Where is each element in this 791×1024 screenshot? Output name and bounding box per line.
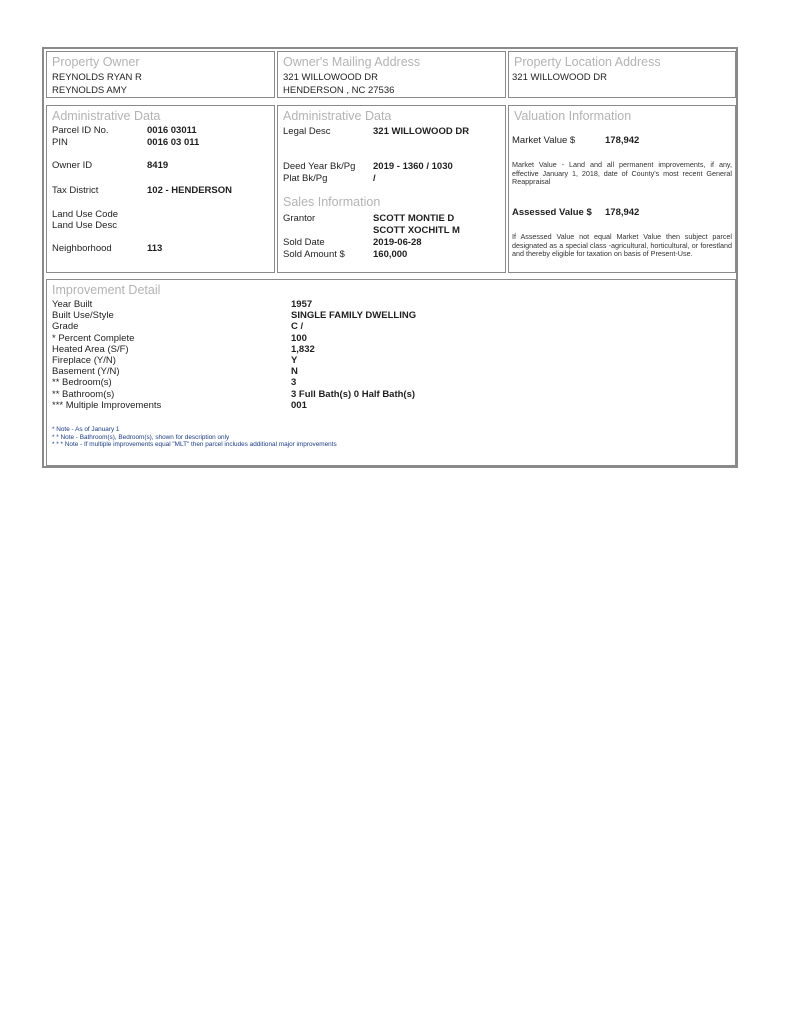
market-value-note: Market Value - Land and all permanent improvements, if any, effective January 1, 2018, date of County's most recent General Reappraisal [512,160,732,187]
administrative-data-section-2 [277,105,506,273]
valuation-information-section [508,105,736,273]
improvement-detail-section [46,279,736,466]
grantor-2: SCOTT XOCHITL M [373,225,460,236]
improvement-label: *** Multiple Improvements [52,399,162,411]
improvement-label: Heated Area (S/F) [52,343,129,355]
section-header: Valuation Information [514,109,632,123]
improvement-note: * Note - As of January 1 [52,426,120,433]
owner-name-2: REYNOLDS AMY [52,85,127,96]
tax-district-value: 102 - HENDERSON [147,185,232,196]
improvement-label: ** Bathroom(s) [52,388,115,400]
market-value: 178,942 [605,135,640,146]
land-use-code-label: Land Use Code [52,209,119,220]
assessed-value-label: Assessed Value $ [512,207,592,218]
section-header: Administrative Data [283,109,392,123]
improvement-value: C / [291,321,304,333]
improvement-label: Grade [52,321,79,333]
sold-date-value: 2019-06-28 [373,237,422,248]
deed-label: Deed Year Bk/Pg [283,161,356,172]
improvement-value: 100 [291,332,307,344]
improvement-value: 001 [291,399,307,411]
improvement-value: 3 Full Bath(s) 0 Half Bath(s) [291,388,416,400]
property-owner-section [46,51,275,98]
legal-desc-value: 321 WILLOWOOD DR [373,126,470,137]
market-value-label: Market Value $ [512,135,576,146]
grantor-1: SCOTT MONTIE D [373,213,455,224]
sold-amount-value: 160,000 [373,249,408,260]
sales-information-header: Sales Information [283,195,381,209]
neighborhood-label: Neighborhood [52,243,112,254]
improvement-value: 3 [291,377,297,389]
location-address-section [508,51,736,98]
section-header: Administrative Data [52,109,161,123]
improvement-label: Built Use/Style [52,310,114,322]
improvement-value: Y [291,355,298,366]
owner-id-value: 8419 [147,160,169,171]
property-record-card [42,47,738,468]
deed-value: 2019 - 1360 / 1030 [373,161,453,172]
improvement-label: Fireplace (Y/N) [52,355,116,366]
administrative-data-section [46,105,275,273]
improvement-label: Basement (Y/N) [52,366,120,378]
location-line-1: 321 WILLOWOOD DR [512,72,608,83]
improvement-value: 1,832 [291,343,315,355]
mailing-line-1: 321 WILLOWOOD DR [283,72,379,83]
improvement-value: N [291,366,298,378]
improvement-value: SINGLE FAMILY DWELLING [291,310,417,322]
parcel-id-label: Parcel ID No. [52,125,109,136]
mailing-address-section [277,51,506,98]
pin-label: PIN [52,137,68,148]
improvement-value: 1957 [291,299,313,310]
mailing-line-2: HENDERSON , NC 27536 [283,85,395,96]
improvement-label: * Percent Complete [52,332,135,344]
sold-amount-label: Sold Amount $ [283,249,345,260]
section-header: Improvement Detail [52,283,161,297]
section-header: Property Owner [52,55,140,69]
legal-desc-label: Legal Desc [283,126,331,137]
assessed-value: 178,942 [605,207,640,218]
improvement-label: Year Built [52,299,93,310]
land-use-desc-label: Land Use Desc [52,220,117,231]
section-header: Property Location Address [514,55,661,69]
section-header: Owner's Mailing Address [283,55,421,69]
sold-date-label: Sold Date [283,237,325,248]
plat-value: / [373,173,376,184]
pin-value: 0016 03 011 [147,137,200,148]
parcel-id-value: 0016 03011 [147,125,197,136]
improvement-label: ** Bedroom(s) [52,377,112,389]
tax-district-label: Tax District [52,185,99,196]
owner-name-1: REYNOLDS RYAN R [52,72,142,83]
plat-label: Plat Bk/Pg [283,173,328,184]
owner-id-label: Owner ID [52,160,93,171]
grantor-label: Grantor [283,213,316,224]
assessed-value-note: If Assessed Value not equal Market Value then subject parcel designated as a special class -agricultural, horticultural, or forestland and thereby eligible for taxation on basis of Present-Use. [512,232,732,259]
improvement-note: * * * Note - If multiple improvements equal "MLT" then parcel includes additional major improvements [52,441,337,448]
improvement-note: * * Note - Bathroom(s), Bedroom(s), shown for description only [52,433,230,441]
neighborhood-value: 113 [147,243,163,254]
